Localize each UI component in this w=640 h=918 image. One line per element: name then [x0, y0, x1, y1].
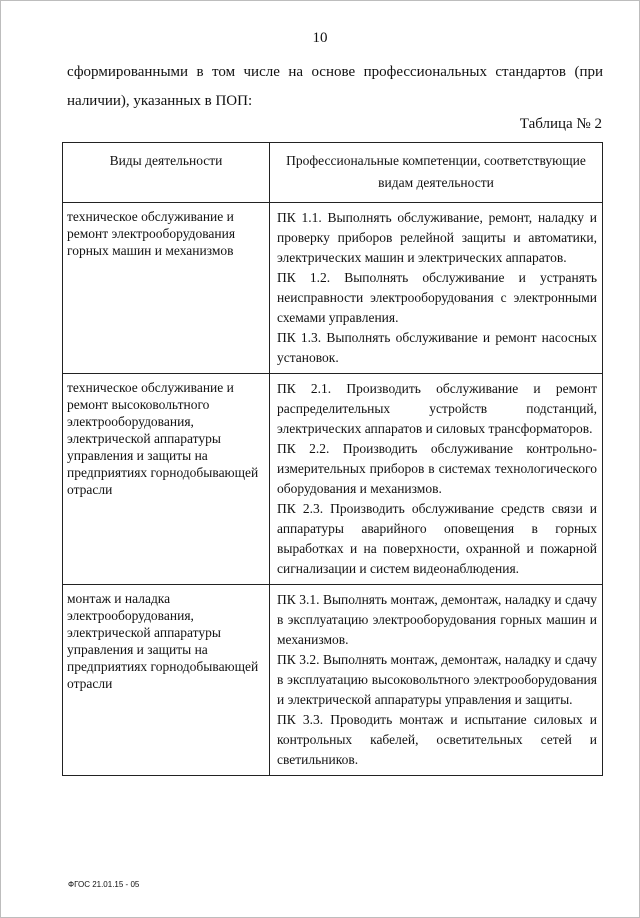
table-header-row [63, 143, 603, 203]
activity-type-cell: техническое обслуживание и ремонт высоковольтного электрооборудования, электрической аппаратуры управления и защиты на предприятиях горнодобывающей отрасли [63, 374, 270, 585]
competency-item: ПК 1.2. Выполнять обслуживание и устранять неисправности электрооборудования с электронными схемами управления. [277, 270, 597, 325]
competencies-cell [270, 585, 603, 776]
competency-item: ПК 2.1. Производить обслуживание и ремонт распределительных устройств подстанций, электрических аппаратов и силовых трансформаторов. [277, 381, 597, 436]
competency-item: ПК 3.2. Выполнять монтаж, демонтаж, наладку и сдачу в эксплуатацию высоковольтного электрооборудования и электрической аппаратуры управления и защиты. [277, 652, 597, 707]
competency-item: ПК 2.2. Производить обслуживание контрольно-измерительных приборов в системах технологического оборудования и механизмов. [277, 441, 597, 496]
competency-item: ПК 1.3. Выполнять обслуживание и ремонт насосных установок. [277, 330, 597, 365]
activity-type-cell: техническое обслуживание и ремонт электрооборудования горных машин и механизмов [63, 203, 270, 374]
page-number: 10 [312, 30, 328, 46]
competency-item: ПК 3.3. Проводить монтаж и испытание силовых и контрольных кабелей, осветительных сетей и светильников. [277, 712, 597, 767]
activity-type-cell: монтаж и наладка электрооборудования, электрической аппаратуры управления и защиты на предприятиях горнодобывающей отрасли [63, 585, 270, 776]
table-row [63, 374, 603, 585]
competency-table [62, 142, 603, 776]
header-activity-type: Виды деятельности [63, 143, 270, 203]
competencies-cell [270, 374, 603, 585]
competency-item: ПК 3.1. Выполнять монтаж, демонтаж, наладку и сдачу в эксплуатацию электрооборудования горных машин и механизмов. [277, 592, 597, 647]
table-label: Таблица № 2 [519, 116, 602, 132]
table-row [63, 585, 603, 776]
competency-item: ПК 1.1. Выполнять обслуживание, ремонт, наладку и проверку приборов релейной защиты и автоматики, электрических машин и электрических аппаратов. [277, 210, 597, 265]
header-competencies: Профессиональные компетенции, соответствующие видам деятельности [270, 143, 603, 203]
document-code-footer: ФГОС 21.01.15 - 05 [68, 880, 140, 889]
competencies-cell [270, 203, 603, 374]
intro-paragraph: сформированными в том числе на основе профессиональных стандартов (при наличии), указанных в ПОП: [67, 64, 603, 109]
table-row [63, 203, 603, 374]
competency-item: ПК 2.3. Производить обслуживание средств связи и аппаратуры аварийного оповещения в горных выработках и на поверхности, охранной и пожарной сигнализации и систем видеонаблюдения. [277, 501, 597, 576]
